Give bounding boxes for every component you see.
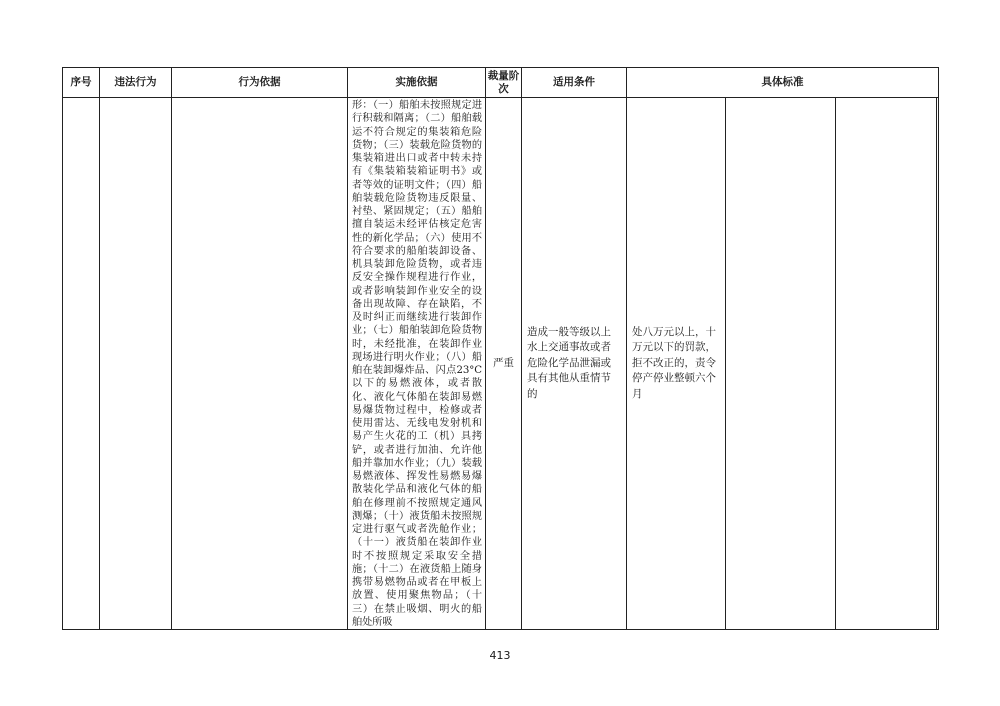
table-row — [63, 98, 939, 630]
cell-standard: 处八万元以上，十万元以下的罚款，拒不改正的，责令停产停业整顿六个月 — [627, 98, 726, 630]
header-legal-basis: 行为依据 — [172, 68, 348, 98]
header-implementation-basis: 实施依据 — [348, 68, 486, 98]
cell-extra-3 — [937, 98, 939, 630]
header-standard: 具体标准 — [627, 68, 939, 98]
header-penalty-level: 裁量阶次 — [486, 68, 522, 98]
cell-conditions: 造成一般等级以上水上交通事故或者危险化学品泄漏或具有其他从重情节的 — [522, 98, 627, 630]
cell-legal-basis — [172, 98, 348, 630]
cell-seq — [63, 98, 100, 630]
cell-extra-1 — [726, 98, 836, 630]
cell-implementation-basis: 形：（一）船舶未按照规定进行积载和隔离；（二）船舶载运不符合规定的集装箱危险货物；（三）装载危险货物的集装箱进出口或者中转未持有《集装箱装箱证明书》或者等效的证明文件；（四）船舶装载危险货物违反限量、衬垫、紧固规定；（五）船舶擅自装运未经评估核定危害性的新化学品；（六）使用不符合要求的船舶装卸设备、机具装卸危险货物，或者违反安全操作规程进行作业，或者影响装卸作业安全的设备出现故障、存在缺陷，不及时纠正而继续进行装卸作业；（七）船舶装卸危险货物时，未经批准，在装卸作业现场进行明火作业；（八）船舶在装卸爆炸品、闪点23°C以下的易燃液体，或者散化、液化气体船在装卸易燃易爆货物过程中，检修或者使用雷达、无线电发射机和易产生火花的工（机）具拷铲，或者进行加油、允许他船并靠加水作业；（九）装载易燃液体、挥发性易燃易爆散装化学品和液化气体的船舶在修理前不按照规定通风测爆；（十）液货船未按照规定进行驱气或者洗舱作业；（十一）液货船在装卸作业时不按照规定采取安全措施；（十二）在液货船上随身携带易燃物品或者在甲板上放置、使用聚焦物品；（十三）在禁止吸烟、明火的船舶处所吸 — [348, 98, 486, 630]
header-violation: 违法行为 — [100, 68, 172, 98]
header-conditions: 适用条件 — [522, 68, 627, 98]
cell-extra-2 — [836, 98, 937, 630]
cell-penalty-level: 严重 — [486, 98, 522, 630]
header-seq: 序号 — [63, 68, 100, 98]
cell-violation — [100, 98, 172, 630]
page-number: 413 — [489, 649, 511, 662]
header-row — [63, 68, 939, 98]
regulation-table — [62, 67, 939, 630]
